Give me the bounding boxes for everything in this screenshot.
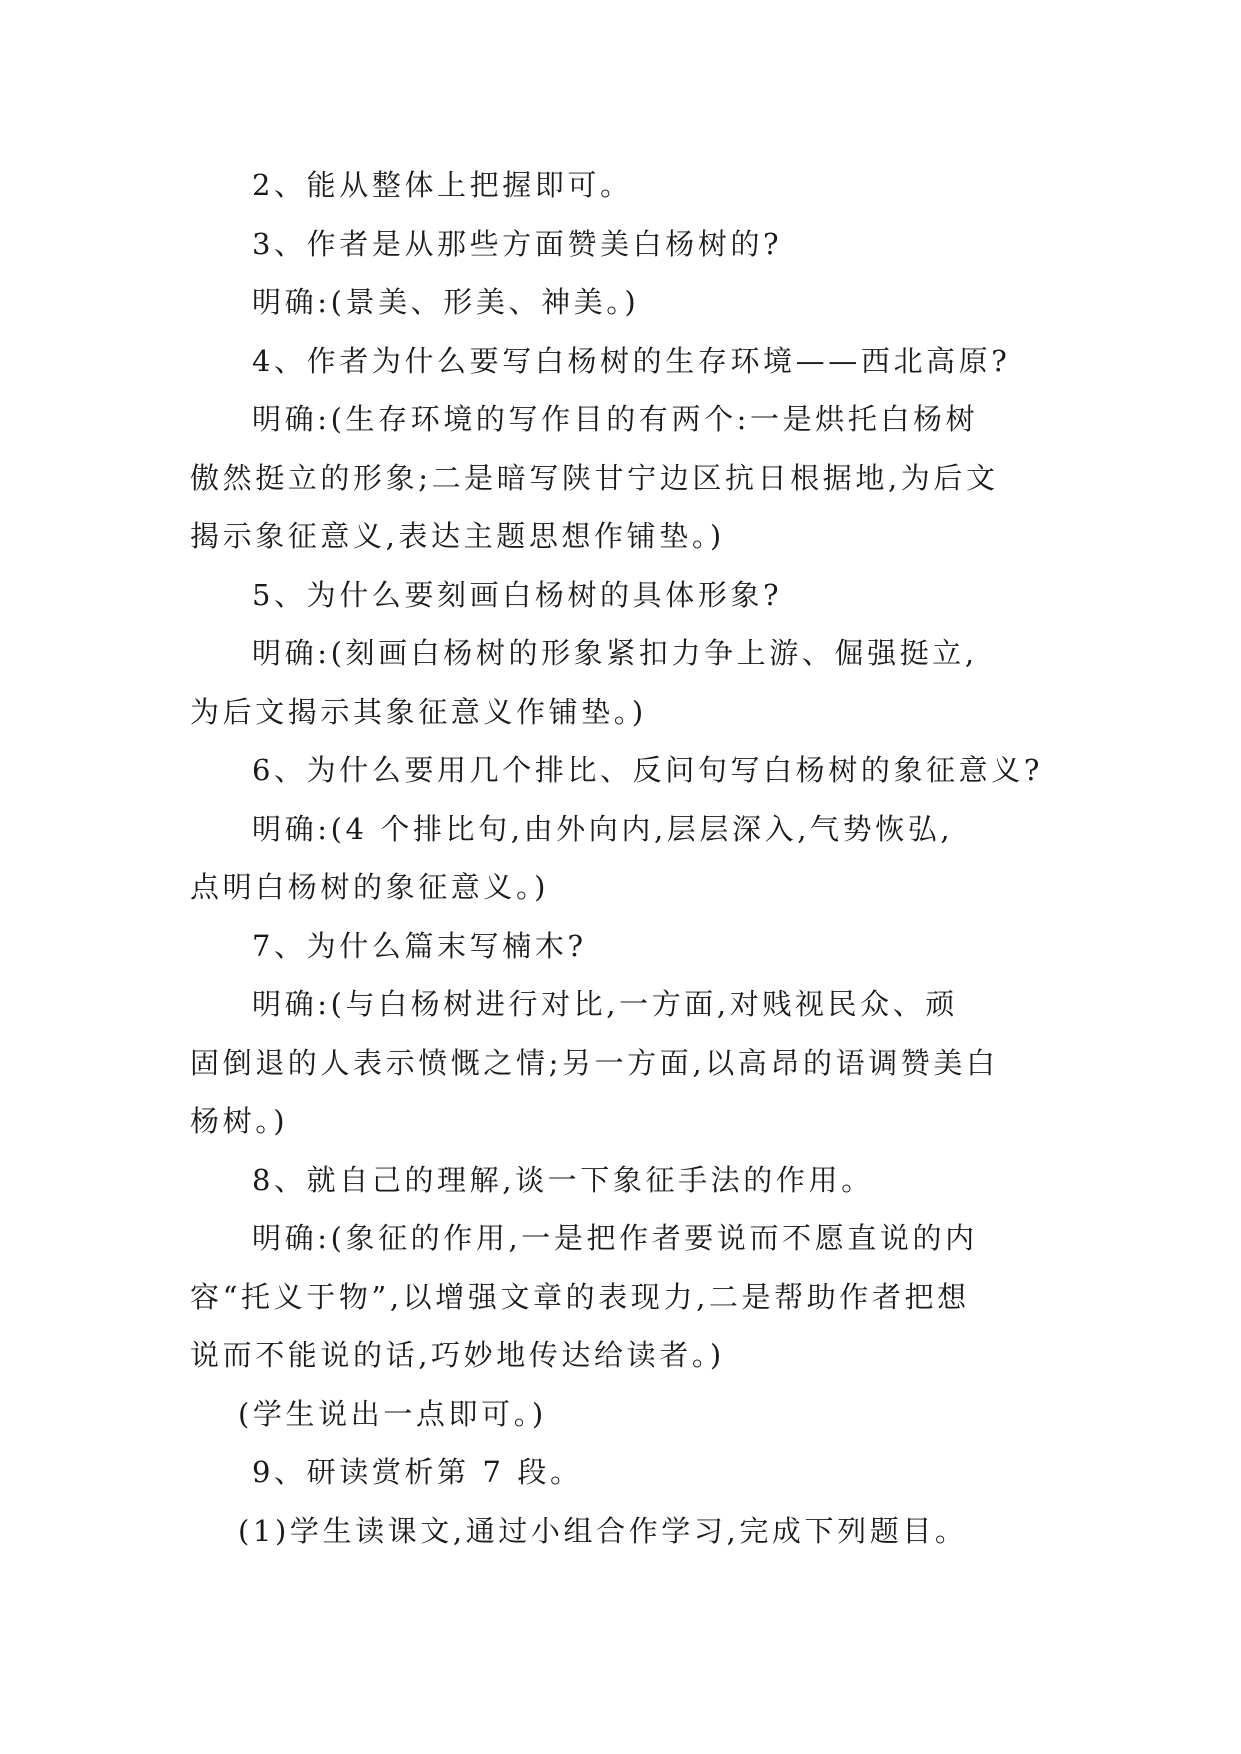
text-line: 明确:(4 个排比句,由外向内,层层深入,气势恢弘, bbox=[252, 811, 954, 846]
text-line: 明确:(生存环境的写作目的有两个:一是烘托白杨树 bbox=[252, 402, 979, 436]
text-line: 固倒退的人表示愤慨之情;另一方面,以高昂的语调赞美白 bbox=[190, 1045, 999, 1080]
text-line: 点明白杨树的象征意义。) bbox=[190, 870, 550, 904]
text-line: 杨树。) bbox=[190, 1104, 289, 1138]
text-line: 明确:(刻画白杨树的形象紧扣力争上游、倔强挺立, bbox=[252, 636, 978, 670]
text-line: 明确:(象征的作用,一是把作者要说而不愿直说的内 bbox=[252, 1221, 978, 1255]
text-line: 说而不能说的话,巧妙地传达给读者。) bbox=[190, 1338, 725, 1372]
text-line: 4、作者为什么要写白杨树的生存环境——西北高原? bbox=[252, 343, 1011, 378]
text-line: 3、作者是从那些方面赞美白杨树的? bbox=[252, 226, 783, 261]
text-line: 7、为什么篇末写楠木? bbox=[252, 928, 587, 963]
text-line: 8、就自己的理解,谈一下象征手法的作用。 bbox=[252, 1162, 874, 1197]
text-line: 容“托义于物”,以增强文章的表现力,二是帮助作者把想 bbox=[190, 1279, 970, 1314]
text-line: 明确:(与白杨树进行对比,一方面,对贱视民众、顽 bbox=[252, 987, 958, 1021]
text-line: 为后文揭示其象征意义作铺垫。) bbox=[190, 694, 647, 729]
text-line: 5、为什么要刻画白杨树的具体形象? bbox=[252, 577, 783, 612]
text-line: 揭示象征意义,表达主题思想作铺垫。) bbox=[190, 519, 725, 553]
text-line: 傲然挺立的形象;二是暗写陕甘宁边区抗日根据地,为后文 bbox=[190, 460, 999, 495]
text-line: 明确:(景美、形美、神美。) bbox=[252, 285, 640, 319]
text-line: 9、研读赏析第 7 段。 bbox=[252, 1455, 583, 1489]
text-line: (1)学生读课文,通过小组合作学习,完成下列题目。 bbox=[238, 1513, 968, 1548]
text-line: 2、能从整体上把握即可。 bbox=[252, 168, 633, 202]
text-line: (学生说出一点即可。) bbox=[238, 1396, 547, 1431]
text-line: 6、为什么要用几个排比、反问句写白杨树的象征意义? bbox=[252, 753, 1043, 787]
document-body bbox=[190, 156, 1070, 1560]
